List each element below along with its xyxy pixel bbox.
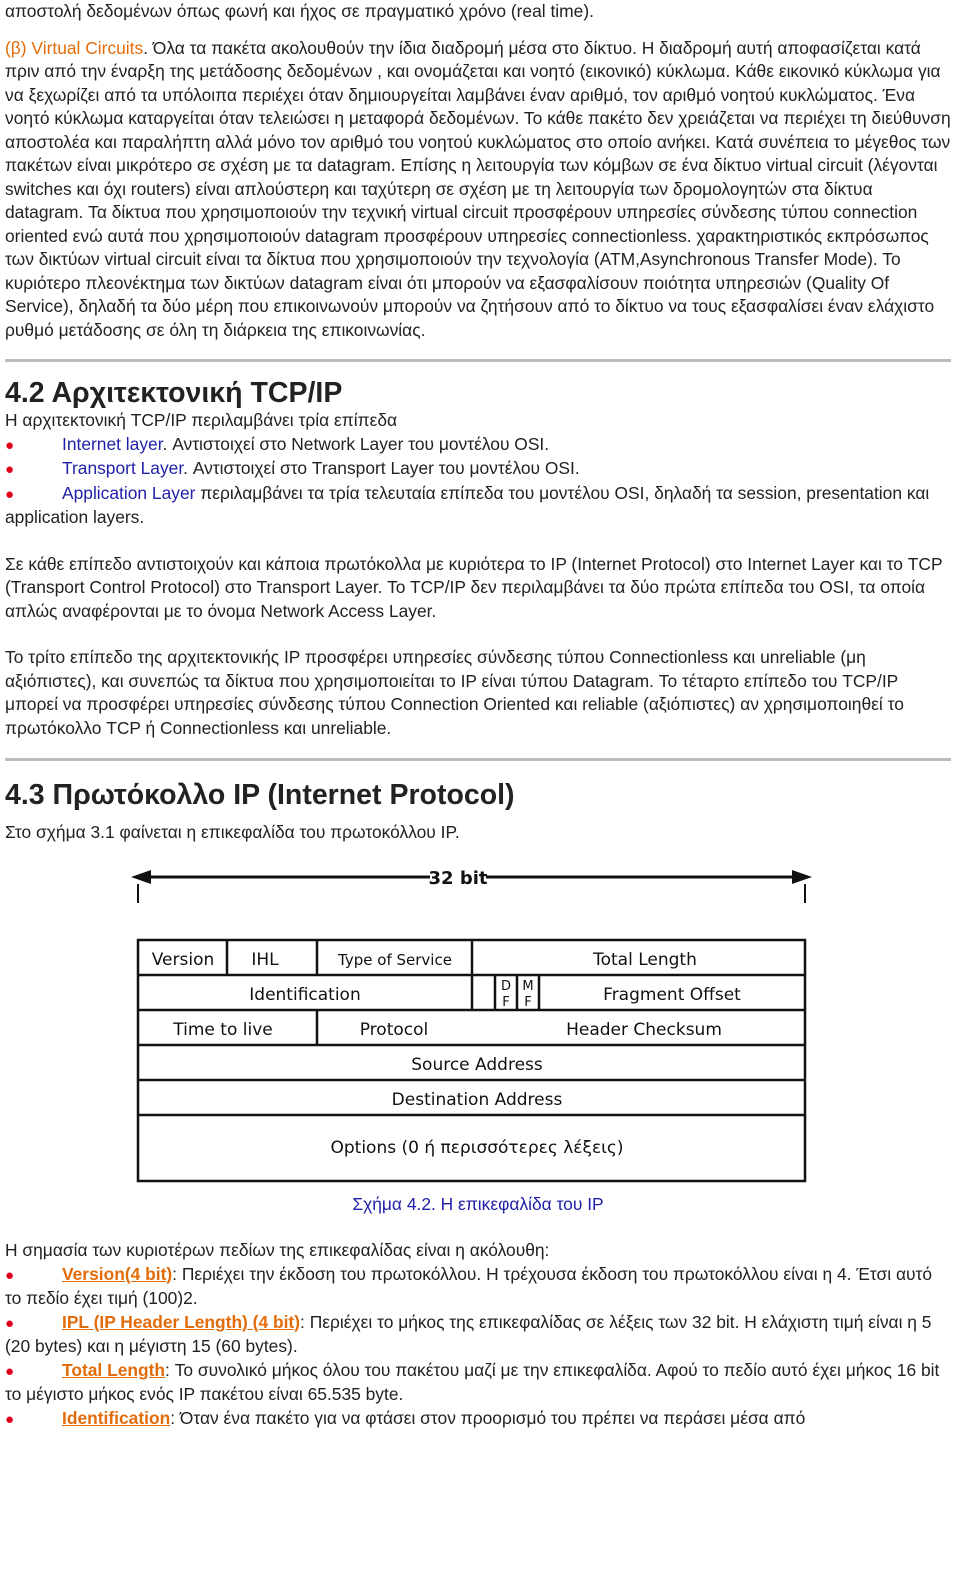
field-label-total-length: Total Length: [62, 1359, 166, 1380]
field-fragment-offset: Fragment Offset: [603, 984, 741, 1005]
bullet-icon: ●: [5, 1362, 15, 1380]
field-label-identification: Identification: [62, 1407, 171, 1428]
field-version: Version: [151, 949, 215, 970]
list-item-text: . Αντιστοιχεί στο Network Layer του μοντέλου OSI.: [162, 433, 550, 454]
field-text: : Περιέχει το μήκος της επικεφαλίδας σε λέξεις των 32 bit. Η ελάχιστη τιμή είναι η 5 (20 bytes) και η μέγιστη 15 (60 bytes).: [5, 1311, 932, 1356]
ip-header-svg: [5, 857, 951, 1187]
figure-caption: Σχήμα 4.2. Η επικεφαλίδα του IP: [352, 1193, 604, 1214]
list-item: [5, 1263, 951, 1311]
bullet-icon: ●: [5, 1410, 15, 1428]
field-df-f: F: [502, 994, 510, 1010]
field-df-d: D: [500, 978, 512, 994]
field-destination-address: Destination Address: [391, 1089, 563, 1110]
field-text: : Το συνολικό μήκος όλου του πακέτου μαζί με την επικεφαλίδα. Αφού το πεδίο αυτό έχει μήκος 16 bit το μέγιστο μήκος ενός IP πακέτου είναι 65.535 byte.: [5, 1359, 940, 1404]
bullet-icon: ●: [5, 485, 15, 503]
list-item-label: Application Layer: [62, 482, 196, 503]
fields-lead: Η σημασία των κυριοτέρων πεδίων της επικεφαλίδας είναι η ακόλουθη:: [5, 1240, 550, 1260]
list-item: [5, 1359, 951, 1407]
section-4-2-heading: 4.2 Αρχιτεκτονική TCP/IP: [5, 377, 343, 409]
width-arrow: [131, 863, 812, 903]
list-item: [5, 1407, 951, 1432]
field-label-version: Version(4 bit): [62, 1263, 173, 1284]
field-mf-m: M: [522, 978, 534, 994]
field-protocol: Protocol: [359, 1019, 429, 1040]
field-ihl: IHL: [251, 949, 279, 970]
field-text: : Όταν ένα πακέτο για να φτάσει στον προορισμό του πρέπει να περάσει μέσα από: [170, 1407, 806, 1428]
virtual-circuits-text: . Όλα τα πακέτα ακολουθούν την ίδια διαδρομή μέσα στο δίκτυο. Η διαδρομή αυτή αποφασίζεται κατά πριν από την έναρξη της μετάδοσης δεδομένων , και ονομάζεται και νοητό (εικονικό) κύκλωμα. Κάθε εικονικό κύκλωμα για να ξεχωρίζει από τα υπόλοιπα περιέχει όταν δημιουργείται λαμβάνει έναν αριθμό, τον αριθμό νοητού κυκλώματος. Ένα νοητό κύκλωμα καταργείται όταν τελειώσει η μεταφορά δεδομένων. Το κάθε πακέτο δεν χρειάζεται να περιέχει τη διεύθυνση αποστολέα και παραλήπτη αλλά μόνο τον αριθμό του νοητού κυκλώματος στο οποίο ανήκει. Κατά συνέπεια το μέγεθος των πακέτων είναι μικρότερο σε σχέση με τα datagram. Επίσης η λειτουργία των κόμβων σε ένα δίκτυο virtual circuit (λέγονται switches και όχι routers) είναι απλούστερη και ταχύτερη σε σχέση με τη λειτουργία των δρομολογητών στα δίκτυα datagram. Τα δίκτυα που χρησιμοποιούν την τεχνική virtual circuit προσφέρουν υπηρεσίες σύνδεσης τύπου connection oriented ενώ αυτά που χρησιμοποιούν datagram προσφέρουν υπηρεσίες connectionless. χαρακτηριστικός εκπρόσωπος των δικτύων virtual circuit είναι τα δίκτυα που χρησιμοποιούν την τεχνολογία (ATM,Asynchronous Transfer Mode). Το κυριότερο πλεονέκτημα των δικτύων datagram είναι ότι μπορούν να εξασφαλίσουν ποιότητα υπηρεσιών (Quality Of Service), δηλαδή τα δύο μέρη που επικοινωνούν μπορούν να ζητήσουν από το δίκτυο να τους εξασφαλίσει έναν ελάχιστο ρυθμό μετάδοσης σε όλη τη διάρκεια της επικοινωνίας.: [5, 37, 951, 340]
field-source-address: Source Address: [411, 1054, 543, 1075]
field-text: : Περιέχει την έκδοση του πρωτοκόλλου. Η τρέχουσα έκδοση του πρωτοκόλλου είναι η 4. Έτσι αυτό το πεδίο έχει τιμή (100)2.: [5, 1263, 933, 1308]
bullet-icon: ●: [5, 461, 15, 478]
field-time-to-live: Time to live: [173, 1019, 273, 1040]
field-options: Options (0 ή περισσότερες λέξεις): [330, 1137, 624, 1158]
field-mf-f: F: [524, 994, 532, 1010]
section-4-3-lead: Στο σχήμα 3.1 φαίνεται η επικεφαλίδα του πρωτοκόλλου IP.: [5, 822, 460, 842]
bullet-icon: ●: [5, 436, 15, 454]
bullet-icon: ●: [5, 1266, 15, 1284]
list-item-label: Internet layer: [62, 433, 163, 454]
section-4-3-heading: 4.3 Πρωτόκολλο IP (Internet Protocol): [5, 779, 515, 811]
list-item-text: . Αντιστοιχεί στο Transport Layer του μοντέλου OSI.: [183, 458, 580, 478]
field-label-ipl: IPL (IP Header Length) (4 bit): [62, 1311, 301, 1332]
document-page: [5, 0, 951, 1431]
field-identification: Identification: [249, 984, 361, 1005]
field-header-checksum: Header Checksum: [566, 1019, 722, 1040]
width-label: 32 bit: [428, 867, 488, 889]
list-item: [5, 482, 951, 530]
virtual-circuits-label: (β) Virtual Circuits: [5, 37, 144, 58]
intro-line: αποστολή δεδομένων όπως φωνή και ήχος σε πραγματικό χρόνο (real time).: [5, 1, 594, 21]
section-4-2-paragraph-1: Σε κάθε επίπεδο αντιστοιχούν και κάποια πρωτόκολλα με κυριότερα το IP (Internet Protocol) στο Internet Layer και το TCP (Transport Control Protocol) στο Transport Layer. To TCP/IP δεν περιλαμβάνει τα δύο πρώτα επίπεδα του OSI, τα οποία απλώς αναφέρονται με το όνομα Network Access Layer.: [5, 553, 943, 621]
list-item-label: Transport Layer: [62, 458, 184, 478]
virtual-circuits-paragraph: [5, 37, 951, 343]
section-4-2-paragraph-2: Το τρίτο επίπεδο της αρχιτεκτονικής IP προσφέρει υπηρεσίες σύνδεσης τύπου Connectionless και unreliable (μη αξιόπιστες), και συνεπώς τα δίκτυα που χρησιμοποιείται το IP είναι τύπου Datagram. Το τέταρτο επίπεδο του TCP/IP μπορεί να προσφέρει υπηρεσίες σύνδεσης τύπου Connection Oriented και reliable (αξιόπιστες) αν χρησιμοποιηθεί το πρωτόκολλο TCP ή Connectionless και unreliable.: [5, 647, 904, 738]
list-item: [5, 1311, 951, 1359]
field-type-of-service: Type of Service: [338, 950, 452, 969]
ip-header-diagram: [5, 857, 951, 1187]
list-item: [5, 433, 951, 458]
field-total-length: Total Length: [593, 949, 697, 970]
section-4-2-lead: Η αρχιτεκτονική TCP/IP περιλαμβάνει τρία επίπεδα: [5, 410, 398, 430]
list-item-text: περιλαμβάνει τα τρία τελευταία επίπεδα του μοντέλου OSI, δηλαδή τα session, presentation και application layers.: [5, 482, 930, 527]
bullet-icon: ●: [5, 1314, 15, 1332]
list-item: [5, 457, 951, 482]
